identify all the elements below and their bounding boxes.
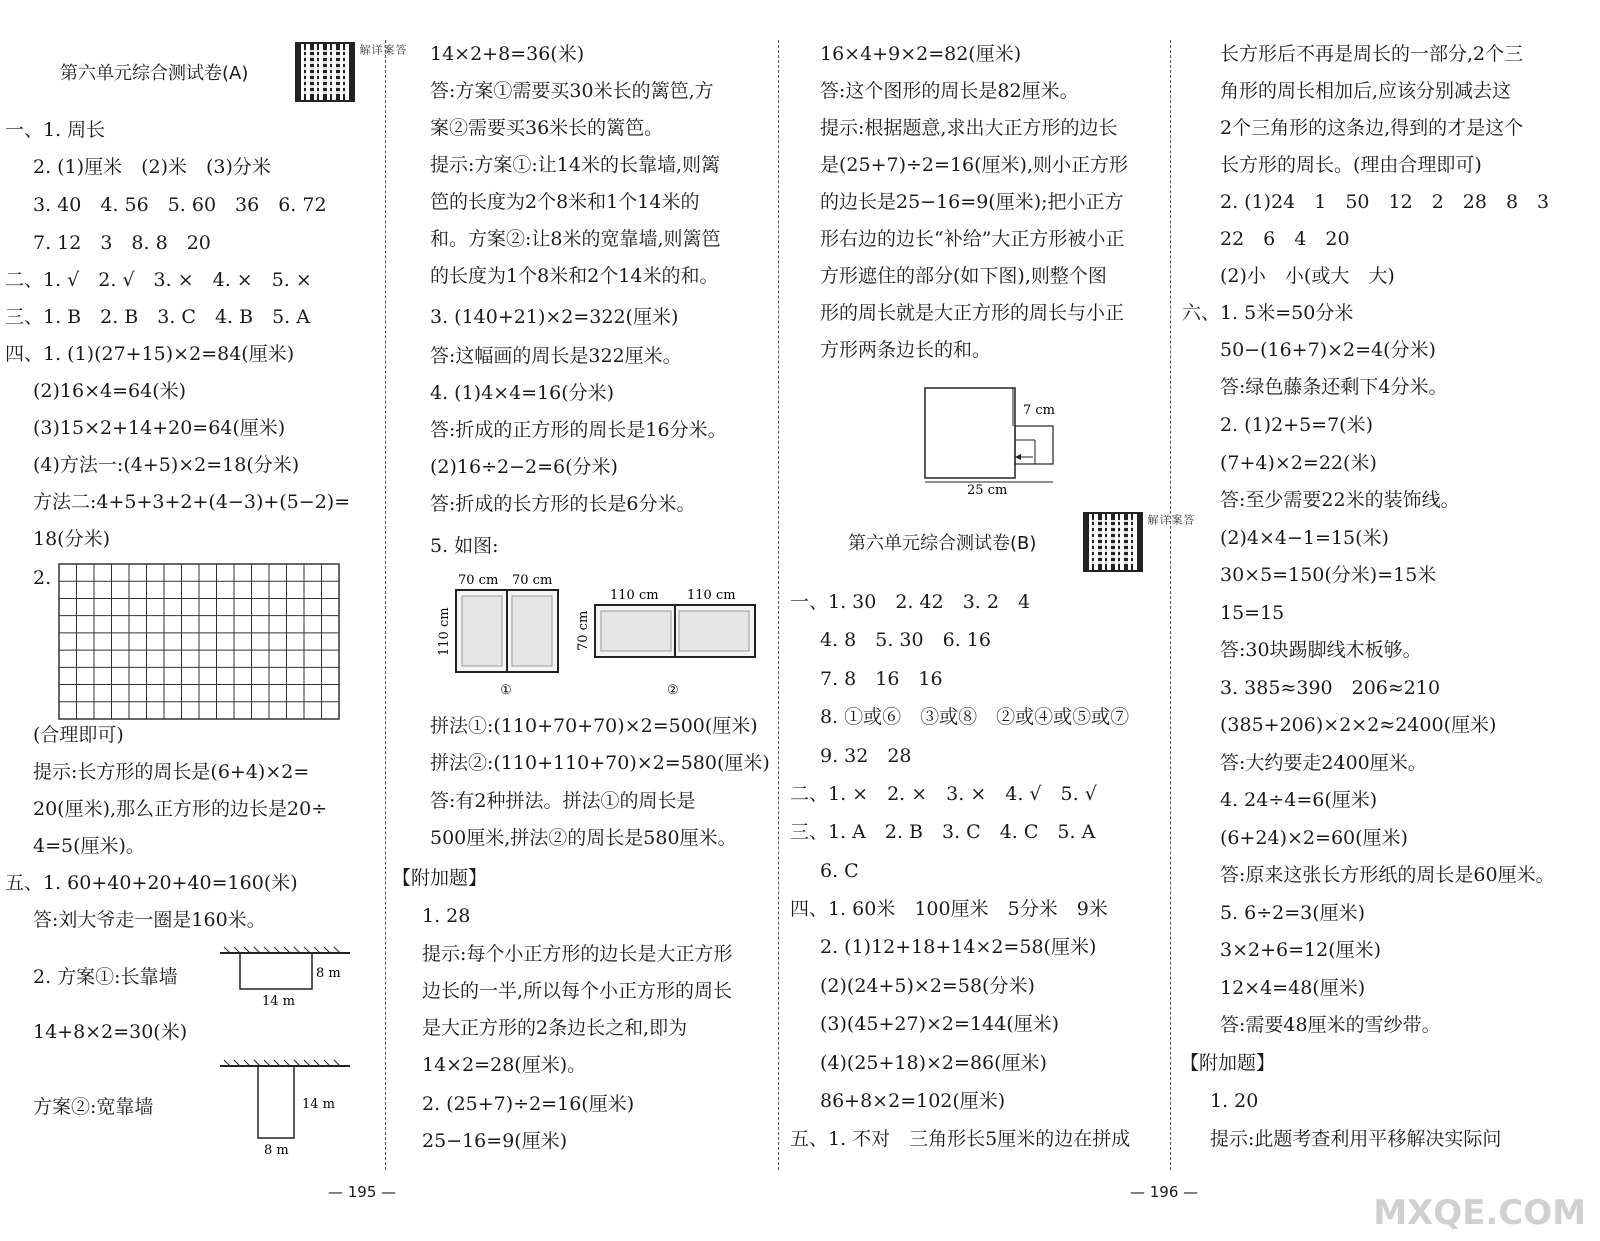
hint-line: 方形遮住的部分(如下图),则整个图	[820, 265, 1107, 287]
answer-line: 答:原来这张长方形纸的周长是60厘米。	[1220, 864, 1555, 886]
answer-line: 12×4=48(厘米)	[1220, 977, 1366, 999]
answer-line: 7. 12 3 8. 8 20	[33, 232, 211, 254]
answer-line: 7. 8 16 16	[820, 668, 943, 690]
answer-line: 四、1. (1)(27+15)×2=84(厘米)	[5, 343, 295, 365]
answer-line: 二、1. √ 2. √ 3. × 4. × 5. ×	[5, 269, 312, 291]
arrangement-figure-1	[430, 568, 570, 698]
column-divider	[1170, 40, 1171, 1170]
answer-line: 长方形的周长。(理由合理即可)	[1220, 154, 1482, 176]
test-title-b: 第六单元综合测试卷(B)	[848, 533, 1037, 554]
fence-width-label: 14 m	[262, 994, 296, 1009]
answer-line: 答:有2种拼法。拼法①的周长是	[430, 790, 696, 812]
page-number-left: — 195 —	[328, 1183, 397, 1201]
answer-line: 答:折成的长方形的长是6分米。	[430, 493, 696, 515]
answer-line: 2个三角形的这条边,得到的才是这个	[1220, 117, 1524, 139]
answer-line: 22 6 4 20	[1220, 228, 1350, 250]
hint-line: 的边长是25−16=9(厘米);把小正方	[820, 191, 1124, 213]
hint-line: 形右边的边长“补给”大正方形被小正	[820, 228, 1125, 250]
answer-line: 长方形后不再是周长的一部分,2个三	[1220, 43, 1524, 65]
square-figure	[915, 378, 1075, 496]
answer-line: 答:绿色藤条还剩下4分米。	[1220, 376, 1448, 398]
answer-line: 六、1. 5米=50分米	[1182, 302, 1354, 324]
hint-line: 是(25+7)÷2=16(厘米),则小正方形	[820, 154, 1128, 176]
answer-line: (7+4)×2=22(米)	[1220, 452, 1377, 474]
answer-line: 一、1. 30 2. 42 3. 2 4	[790, 591, 1031, 613]
hint-line: 提示:此题考查利用平移解决实际问	[1210, 1128, 1502, 1150]
answer-line: 5. 6÷2=3(厘米)	[1220, 902, 1366, 924]
answer-line: 答:30块踢脚线木板够。	[1220, 639, 1422, 661]
answer-line: 答:需要48厘米的雪纱带。	[1220, 1014, 1441, 1036]
answer-line: 2. (1)2+5=7(米)	[1220, 414, 1374, 436]
answer-line: 3×2+6=12(厘米)	[1220, 939, 1382, 961]
answer-line: (2)16÷2−2=6(分米)	[430, 456, 618, 478]
watermark: MXQE.COM	[1373, 1193, 1586, 1233]
grid-figure	[58, 563, 343, 723]
figure-label: ①	[500, 683, 512, 698]
answer-line: (4)方法一:(4+5)×2=18(分米)	[33, 454, 300, 476]
answer-line: 500厘米,拼法②的周长是580厘米。	[430, 827, 737, 849]
page-number-right: — 196 —	[1130, 1183, 1199, 1201]
section-heading: 【附加题】	[392, 867, 488, 889]
answer-line: 答:这幅画的周长是322厘米。	[430, 345, 682, 367]
hint-line: 边长的一半,所以每个小正方形的周长	[422, 980, 733, 1002]
hint-line: 提示:长方形的周长是(6+4)×2=	[33, 761, 310, 783]
answer-line: 二、1. × 2. × 3. × 4. √ 5. √	[790, 783, 1097, 805]
dim-label: 70 cm	[458, 573, 499, 588]
answer-line: 拼法①:(110+70+70)×2=500(厘米)	[430, 715, 758, 737]
hint-line: 方形两条边长的和。	[820, 339, 992, 361]
fence-width-label: 8 m	[264, 1143, 289, 1158]
answer-line: 方案②:宽靠墙	[33, 1096, 154, 1118]
hint-line: 笆的长度为2个8米和1个14米的	[430, 191, 700, 213]
hint-line: 提示:每个小正方形的边长是大正方形	[422, 943, 733, 965]
qr-code-icon	[1083, 512, 1143, 572]
section-heading: 【附加题】	[1180, 1052, 1276, 1074]
qr-code-icon	[295, 42, 355, 102]
answer-line: 五、1. 不对 三角形长5厘米的边在拼成	[790, 1128, 1131, 1150]
answer-line: 答:至少需要22米的装饰线。	[1220, 489, 1460, 511]
hint-line: 20(厘米),那么正方形的边长是20÷	[33, 798, 328, 820]
dim-label: 70 cm	[512, 573, 553, 588]
answer-line: 2. (1)厘米 (2)米 (3)分米	[33, 156, 271, 178]
dim-label: 110 cm	[610, 588, 659, 603]
column-divider	[385, 40, 386, 1170]
answer-line: 拼法②:(110+110+70)×2=580(厘米)	[430, 752, 770, 774]
qr-label: 答案详解	[358, 44, 407, 55]
answer-line: 答:大约要走2400厘米。	[1220, 752, 1427, 774]
hint-line: 和。方案②:让8米的宽靠墙,则篱笆	[430, 228, 721, 250]
hint-line: 形的周长就是大正方形的周长与小正	[820, 302, 1125, 324]
answer-line: (2)16×4=64(米)	[33, 380, 187, 402]
answer-line: 五、1. 60+40+20+40=160(米)	[5, 872, 298, 894]
answer-line: 三、1. A 2. B 3. C 4. C 5. A	[790, 821, 1096, 843]
column-divider	[778, 40, 779, 1170]
answer-line: 四、1. 60米 100厘米 5分米 9米	[790, 898, 1108, 920]
answer-line: 3. (140+21)×2=322(厘米)	[430, 306, 679, 328]
arrangement-figure-2	[575, 583, 760, 698]
answer-line: 18(分米)	[33, 528, 111, 550]
answer-line: 一、1. 周长	[5, 119, 106, 141]
hint-line: 14×2=28(厘米)。	[422, 1054, 587, 1076]
answer-line: 答:刘大爷走一圈是160米。	[33, 909, 266, 931]
answer-line: 86+8×2=102(厘米)	[820, 1090, 1006, 1112]
fence-height-label: 8 m	[316, 966, 341, 981]
answer-line: (合理即可)	[33, 724, 124, 746]
hint-line: 提示:方案①:让14米的长靠墙,则篱	[430, 154, 721, 176]
answer-line: (2)小 小(或大 大)	[1220, 265, 1395, 287]
test-title-a: 第六单元综合测试卷(A)	[60, 63, 249, 84]
answer-line: 15=15	[1220, 602, 1285, 624]
hint-line: 的长度为1个8米和2个14米的和。	[430, 265, 719, 287]
answer-line: 2. (25+7)÷2=16(厘米)	[422, 1093, 635, 1115]
dim-label: 110 cm	[437, 607, 452, 656]
hint-line: 是大正方形的2条边长之和,即为	[422, 1017, 688, 1039]
answer-line: (385+206)×2×2≈2400(厘米)	[1220, 714, 1497, 736]
answer-line: 9. 32 28	[820, 745, 912, 767]
answer-line: (3)15×2+14+20=64(厘米)	[33, 417, 286, 439]
answer-line: 答:方案①需要买30米长的篱笆,方	[430, 80, 714, 102]
answer-line: 角形的周长相加后,应该分别减去这	[1220, 80, 1512, 102]
dim-label: 110 cm	[687, 588, 736, 603]
hint-line: 4=5(厘米)。	[33, 835, 145, 857]
dim-label: 7 cm	[1023, 403, 1056, 418]
answer-line: (6+24)×2=60(厘米)	[1220, 827, 1408, 849]
answer-line: 三、1. B 2. B 3. C 4. B 5. A	[5, 306, 310, 328]
answer-line: 5. 如图:	[430, 535, 499, 557]
answer-line: 4. (1)4×4=16(分米)	[430, 382, 615, 404]
answer-line: 2. 方案①:长靠墙	[33, 966, 178, 988]
answer-line: (2)4×4−1=15(米)	[1220, 527, 1389, 549]
dim-label: 25 cm	[967, 483, 1008, 496]
fence-height-label: 14 m	[302, 1097, 336, 1112]
qr-label: 答案详解	[1146, 514, 1195, 525]
answer-line: (3)(45+27)×2=144(厘米)	[820, 1013, 1060, 1035]
answer-line: (4)(25+18)×2=86(厘米)	[820, 1052, 1047, 1074]
answer-line: 案②需要买36米长的篱笆。	[430, 117, 664, 139]
answer-line: 25−16=9(厘米)	[422, 1130, 568, 1152]
answer-line: 16×4+9×2=82(厘米)	[820, 43, 1022, 65]
answer-line: 1. 28	[422, 905, 471, 927]
answer-line: 3. 40 4. 56 5. 60 36 6. 72	[33, 194, 327, 216]
answer-line: 答:这个图形的周长是82厘米。	[820, 80, 1079, 102]
answer-line: 2.	[33, 567, 52, 589]
answer-line: 答:折成的正方形的周长是16分米。	[430, 419, 727, 441]
answer-line: 4. 24÷4=6(厘米)	[1220, 789, 1378, 811]
fence-figure-1	[220, 945, 360, 1010]
answer-line: 50−(16+7)×2=4(分米)	[1220, 339, 1436, 361]
answer-line: (2)(24+5)×2=58(分米)	[820, 975, 1035, 997]
dim-label: 70 cm	[576, 610, 591, 651]
answer-line: 14+8×2=30(米)	[33, 1021, 188, 1043]
answer-line: 1. 20	[1210, 1090, 1259, 1112]
answer-line: 3. 385≈390 206≈210	[1220, 677, 1441, 699]
figure-label: ②	[667, 683, 679, 698]
hint-line: 提示:根据题意,求出大正方形的边长	[820, 117, 1118, 139]
answer-line: 6. C	[820, 860, 859, 882]
answer-line: 2. (1)12+18+14×2=58(厘米)	[820, 936, 1097, 958]
answer-line: 2. (1)24 1 50 12 2 28 8 3	[1220, 191, 1550, 213]
answer-line: 30×5=150(分米)=15米	[1220, 564, 1437, 586]
answer-line: 4. 8 5. 30 6. 16	[820, 629, 991, 651]
answer-line: 14×2+8=36(米)	[430, 43, 585, 65]
answer-line: 方法二:4+5+3+2+(4−3)+(5−2)=	[33, 491, 351, 513]
fence-figure-2	[220, 1058, 360, 1158]
answer-line: 8. ①或⑥ ③或⑧ ②或④或⑤或⑦	[820, 706, 1130, 728]
